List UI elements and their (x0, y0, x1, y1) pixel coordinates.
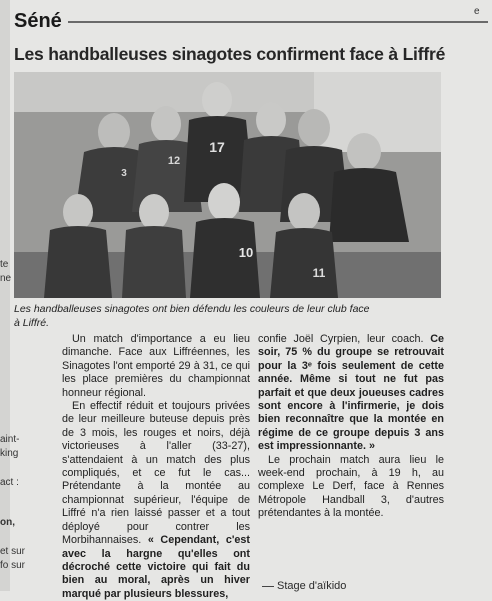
article-column-1 (62, 333, 250, 601)
margin-fragment: king (0, 448, 19, 459)
article-quote: Ce soir, 75 % du groupe se retrouvait pour la 3ᵉ fois seulement de cette année. Même si tout ne fut pas parfait et que deux joueuses cadres sont encore à l'infirmerie, je dois bien reconnaître que la montée en régime de ce groupe depuis 3 ans est impressionnante. » (258, 333, 444, 453)
margin-fragment: aint- (0, 434, 20, 445)
margin-fragment: et sur (0, 546, 26, 557)
jersey-number: 11 (312, 266, 326, 280)
team-photo (14, 72, 441, 298)
margin-fragment: te (0, 259, 9, 270)
next-article-title (262, 580, 346, 592)
caption-line: à Liffré. (14, 317, 50, 329)
article-text: En effectif réduit et toujours privées de leur meilleure buteuse depuis près de 3 mois, les rouges et noirs, déjà victorieuses à l'aller (33-27), s'attendaient à un match des plus compliqués, et ce fut le cas... Prétendante à la montée au championnat supérieur, l'équipe de Liffré n'a rien laissé passer et a tout déployé pour contrer les Morbihannaises. (62, 400, 250, 547)
section-name: Séné (14, 10, 62, 32)
margin-fragment: act : (0, 477, 19, 488)
jersey-number: 12 (167, 155, 181, 167)
team-photo-illustration (14, 72, 441, 298)
caption-line: Les handballeuses sinagotes ont bien défendu les couleurs de leur club face (14, 303, 370, 315)
page-edge (0, 0, 10, 591)
article-paragraph: Le prochain match aura lieu le week-end prochain, à 19 h, au complexe Le Derf, face à Rennes Métropole Handball 3, d'autres prétendantes à la montée. (258, 453, 444, 520)
jersey-number: 17 (209, 139, 225, 155)
article-headline: Les handballeuses sinagotes confirment face à Liffré (14, 44, 446, 64)
photo-caption (14, 302, 441, 330)
next-article-text: Stage d'aïkido (277, 580, 347, 592)
dash-rule (262, 586, 274, 587)
article-column-2 (258, 333, 444, 521)
article-paragraph (62, 400, 250, 601)
margin-fragment: e (474, 6, 480, 17)
article-attribution: confie Joël Cyrpien, leur coach. (258, 333, 431, 345)
jersey-number: 10 (238, 245, 254, 260)
article-quote: « Cependant, c'est avec la hargne qu'elles ont décroché cette victoire qui fait du bien au moral, après un hiver marqué par plusieurs blessures, (62, 534, 250, 600)
section-header (10, 6, 492, 34)
article-paragraph: Un match d'importance a eu lieu dimanche. Face aux Liffréennes, les Sinagotes l'ont emporté 29 à 31, ce qui les place premières du championnat honneur régional. (62, 333, 250, 399)
article-paragraph (258, 333, 444, 454)
margin-fragment: ne (0, 273, 12, 284)
section-rule (68, 21, 488, 23)
margin-fragment: fo sur (0, 560, 26, 571)
margin-fragment: on, (0, 517, 15, 528)
jersey-number: 3 (121, 168, 127, 179)
